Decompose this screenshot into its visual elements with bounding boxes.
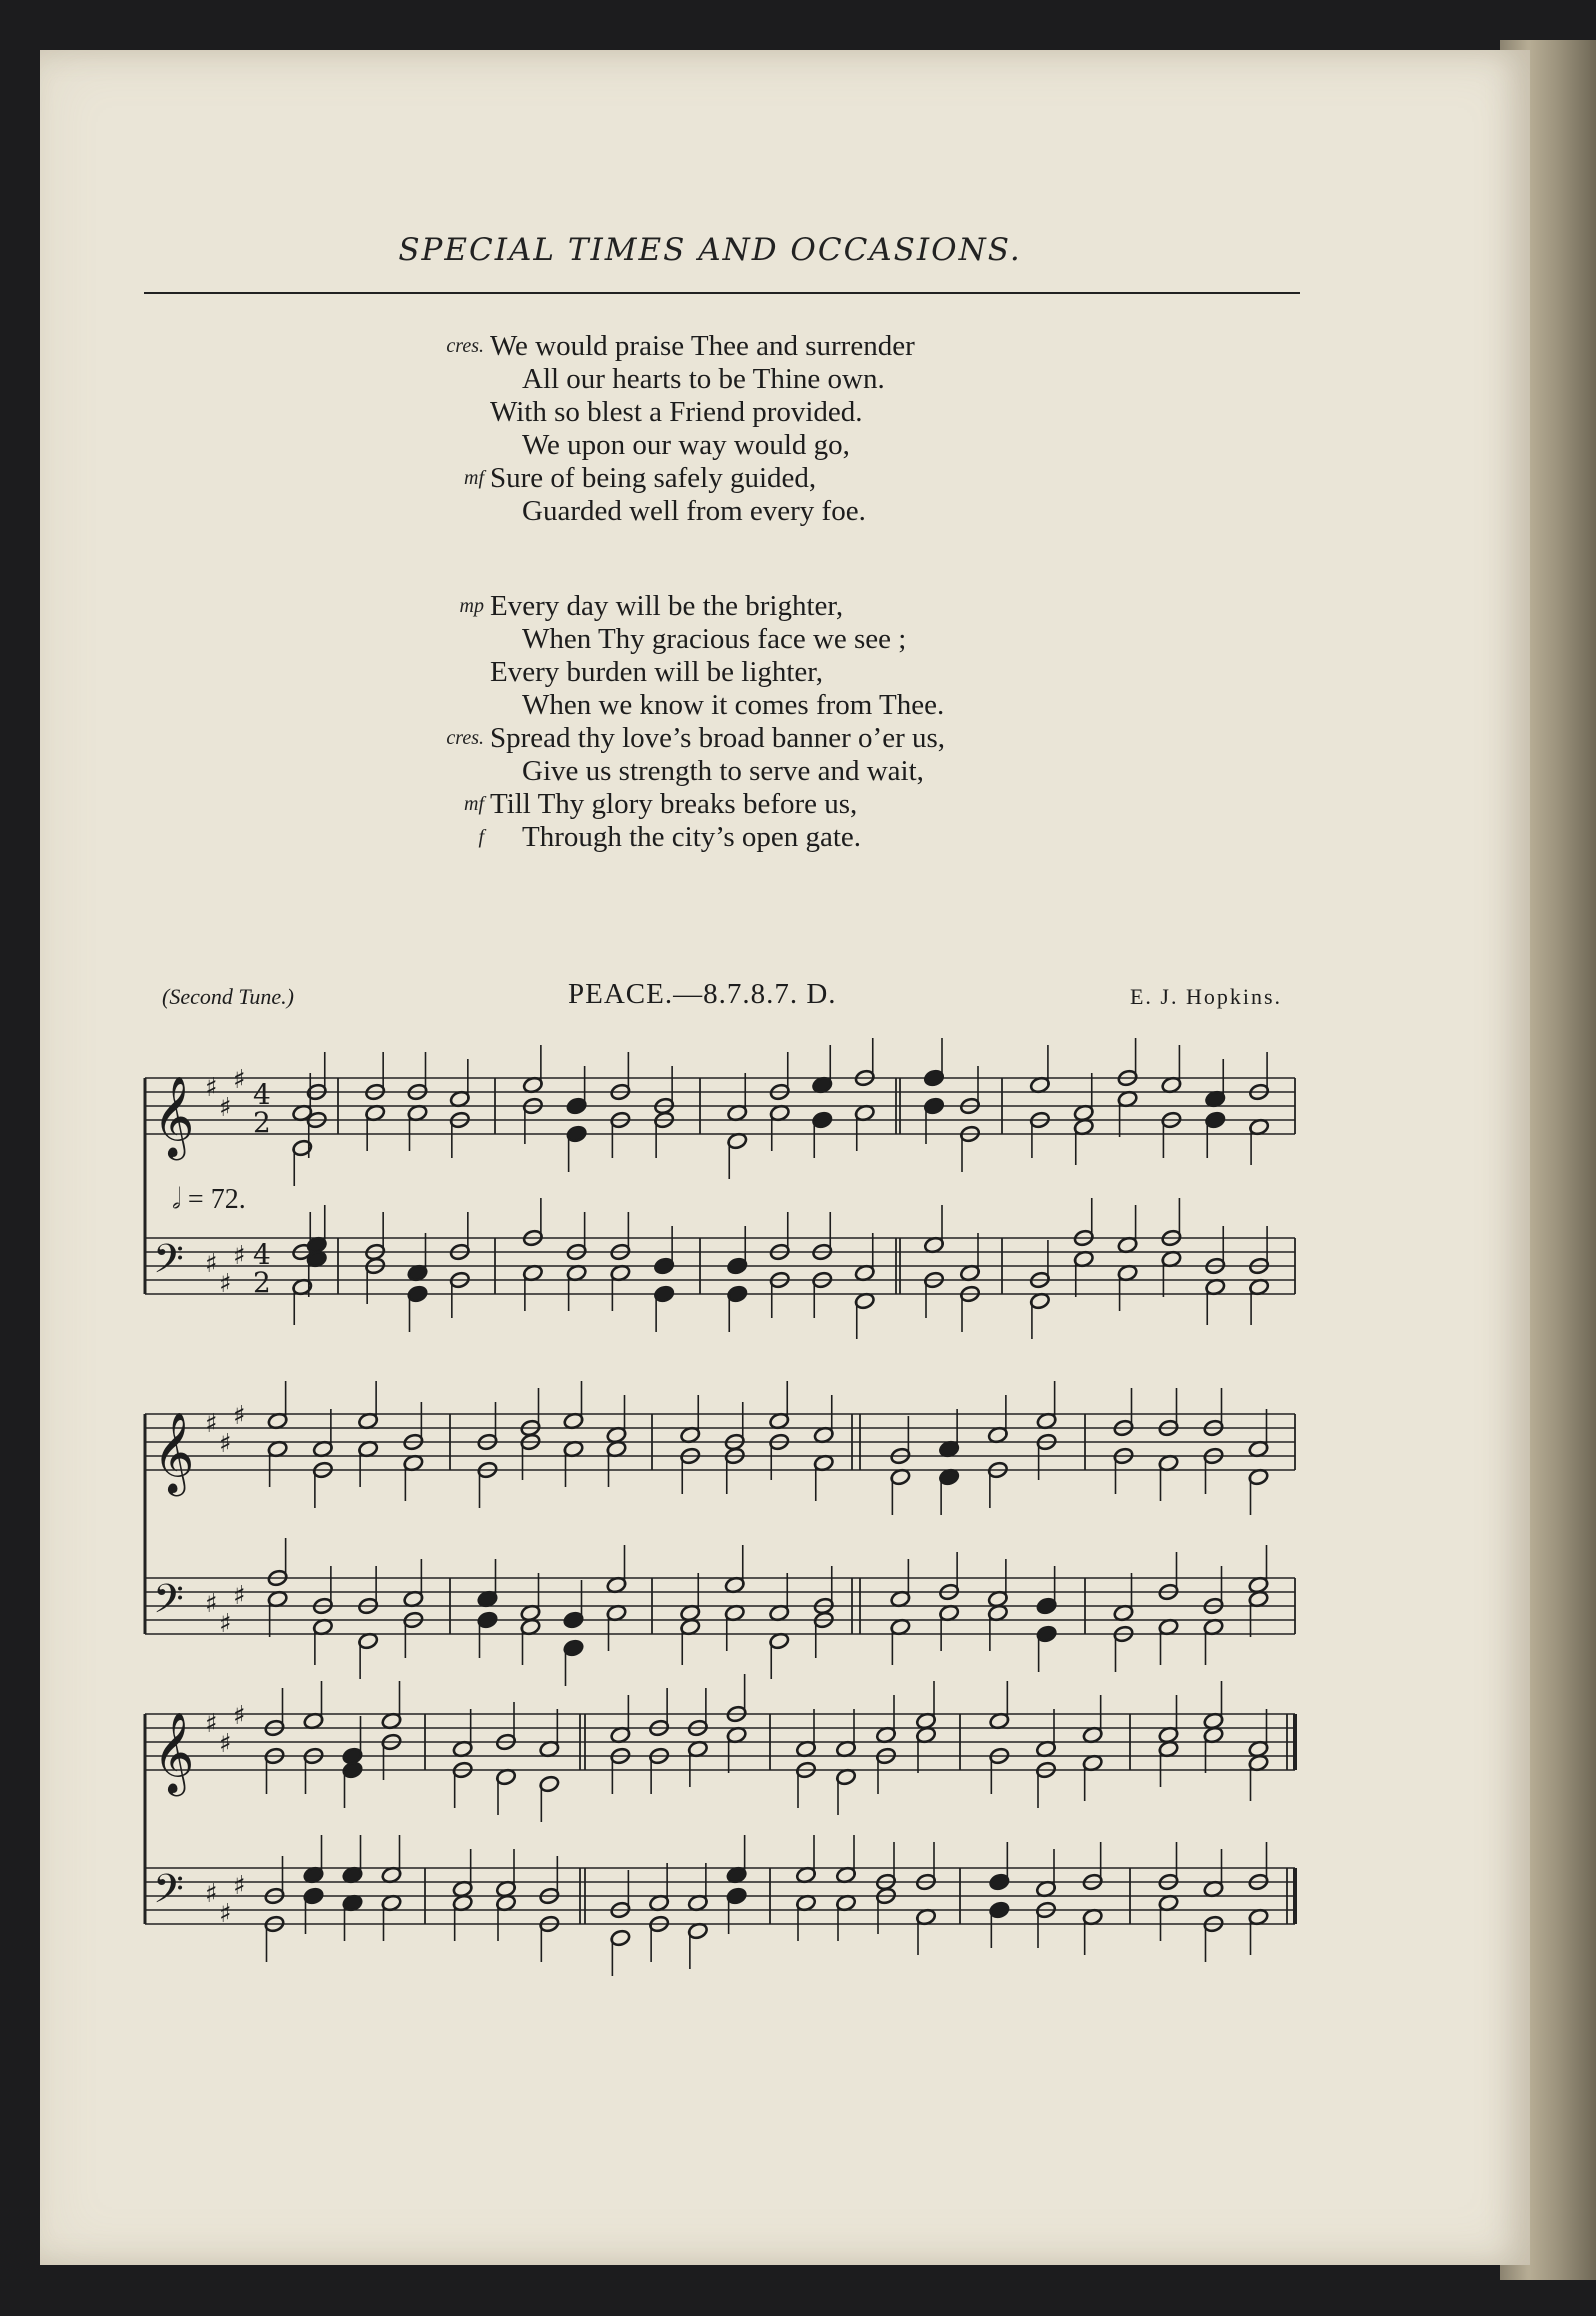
verse-text: Guarded well from every foe. bbox=[522, 495, 866, 527]
time-signature-top: 4 bbox=[253, 1238, 271, 1271]
sharp-icon: ♯ bbox=[219, 1093, 232, 1123]
sharp-icon: ♯ bbox=[233, 1701, 246, 1731]
verse-text: When Thy gracious face we see ; bbox=[522, 623, 907, 655]
verse-text: With so blest a Friend provided. bbox=[490, 396, 863, 428]
treble-clef-icon: 𝄞 bbox=[153, 1411, 195, 1493]
verse-text: Give us strength to serve and wait, bbox=[522, 755, 924, 787]
sharp-icon: ♯ bbox=[205, 1249, 218, 1279]
sharp-icon: ♯ bbox=[205, 1409, 218, 1439]
bass-clef-icon: 𝄢 bbox=[153, 1866, 184, 1922]
dynamic-mark: mp bbox=[459, 595, 484, 617]
verse-text: Sure of being safely guided, bbox=[490, 462, 817, 494]
verse-text: We upon our way would go, bbox=[522, 429, 850, 461]
verse-text: When we know it comes from Thee. bbox=[522, 689, 945, 721]
verse-text: All our hearts to be Thine own. bbox=[522, 363, 885, 395]
verse-text: Through the city’s open gate. bbox=[522, 821, 862, 853]
sharp-icon: ♯ bbox=[233, 1581, 246, 1611]
sharp-icon: ♯ bbox=[219, 1899, 232, 1929]
sharp-icon: ♯ bbox=[233, 1065, 246, 1095]
verse-text: Every day will be the brighter, bbox=[490, 590, 844, 622]
treble-clef-icon: 𝄞 bbox=[153, 1075, 195, 1157]
metronome-mark: 𝅗𝅥 = 72. bbox=[172, 1184, 246, 1215]
sharp-icon: ♯ bbox=[233, 1871, 246, 1901]
verse-text: Till Thy glory breaks before us, bbox=[490, 788, 858, 820]
tune-note: (Second Tune.) bbox=[162, 984, 294, 1009]
dynamic-mark: cres. bbox=[446, 335, 484, 357]
verse-text: We would praise Thee and surrender bbox=[490, 330, 915, 362]
sharp-icon: ♯ bbox=[219, 1429, 232, 1459]
sharp-icon: ♯ bbox=[205, 1709, 218, 1739]
sharp-icon: ♯ bbox=[205, 1073, 218, 1103]
sharp-icon: ♯ bbox=[233, 1241, 246, 1271]
bass-clef-icon: 𝄢 bbox=[153, 1576, 184, 1632]
treble-clef-icon: 𝄞 bbox=[153, 1711, 195, 1793]
bass-clef-icon: 𝄢 bbox=[153, 1236, 184, 1292]
tune-title: PEACE.—8.7.8.7. D. bbox=[568, 978, 837, 1010]
dynamic-mark: mf bbox=[464, 467, 484, 489]
verse-text: Every burden will be lighter, bbox=[490, 656, 824, 688]
sharp-icon: ♯ bbox=[205, 1879, 218, 1909]
verse-text: Spread thy love’s broad banner o’er us, bbox=[490, 722, 946, 754]
time-signature-bottom: 2 bbox=[253, 1266, 271, 1299]
sharp-icon: ♯ bbox=[233, 1401, 246, 1431]
sharp-icon: ♯ bbox=[219, 1609, 232, 1639]
page-header: SPECIAL TIMES AND OCCASIONS. bbox=[398, 232, 1022, 268]
dynamic-mark: f bbox=[478, 826, 484, 848]
sharp-icon: ♯ bbox=[219, 1269, 232, 1299]
dynamic-mark: cres. bbox=[446, 727, 484, 749]
dynamic-mark: mf bbox=[464, 793, 484, 815]
time-signature-bottom: 2 bbox=[253, 1106, 271, 1139]
sharp-icon: ♯ bbox=[205, 1589, 218, 1619]
time-signature-top: 4 bbox=[253, 1078, 271, 1111]
tune-composer: E. J. Hopkins. bbox=[1129, 984, 1282, 1009]
sharp-icon: ♯ bbox=[219, 1729, 232, 1759]
